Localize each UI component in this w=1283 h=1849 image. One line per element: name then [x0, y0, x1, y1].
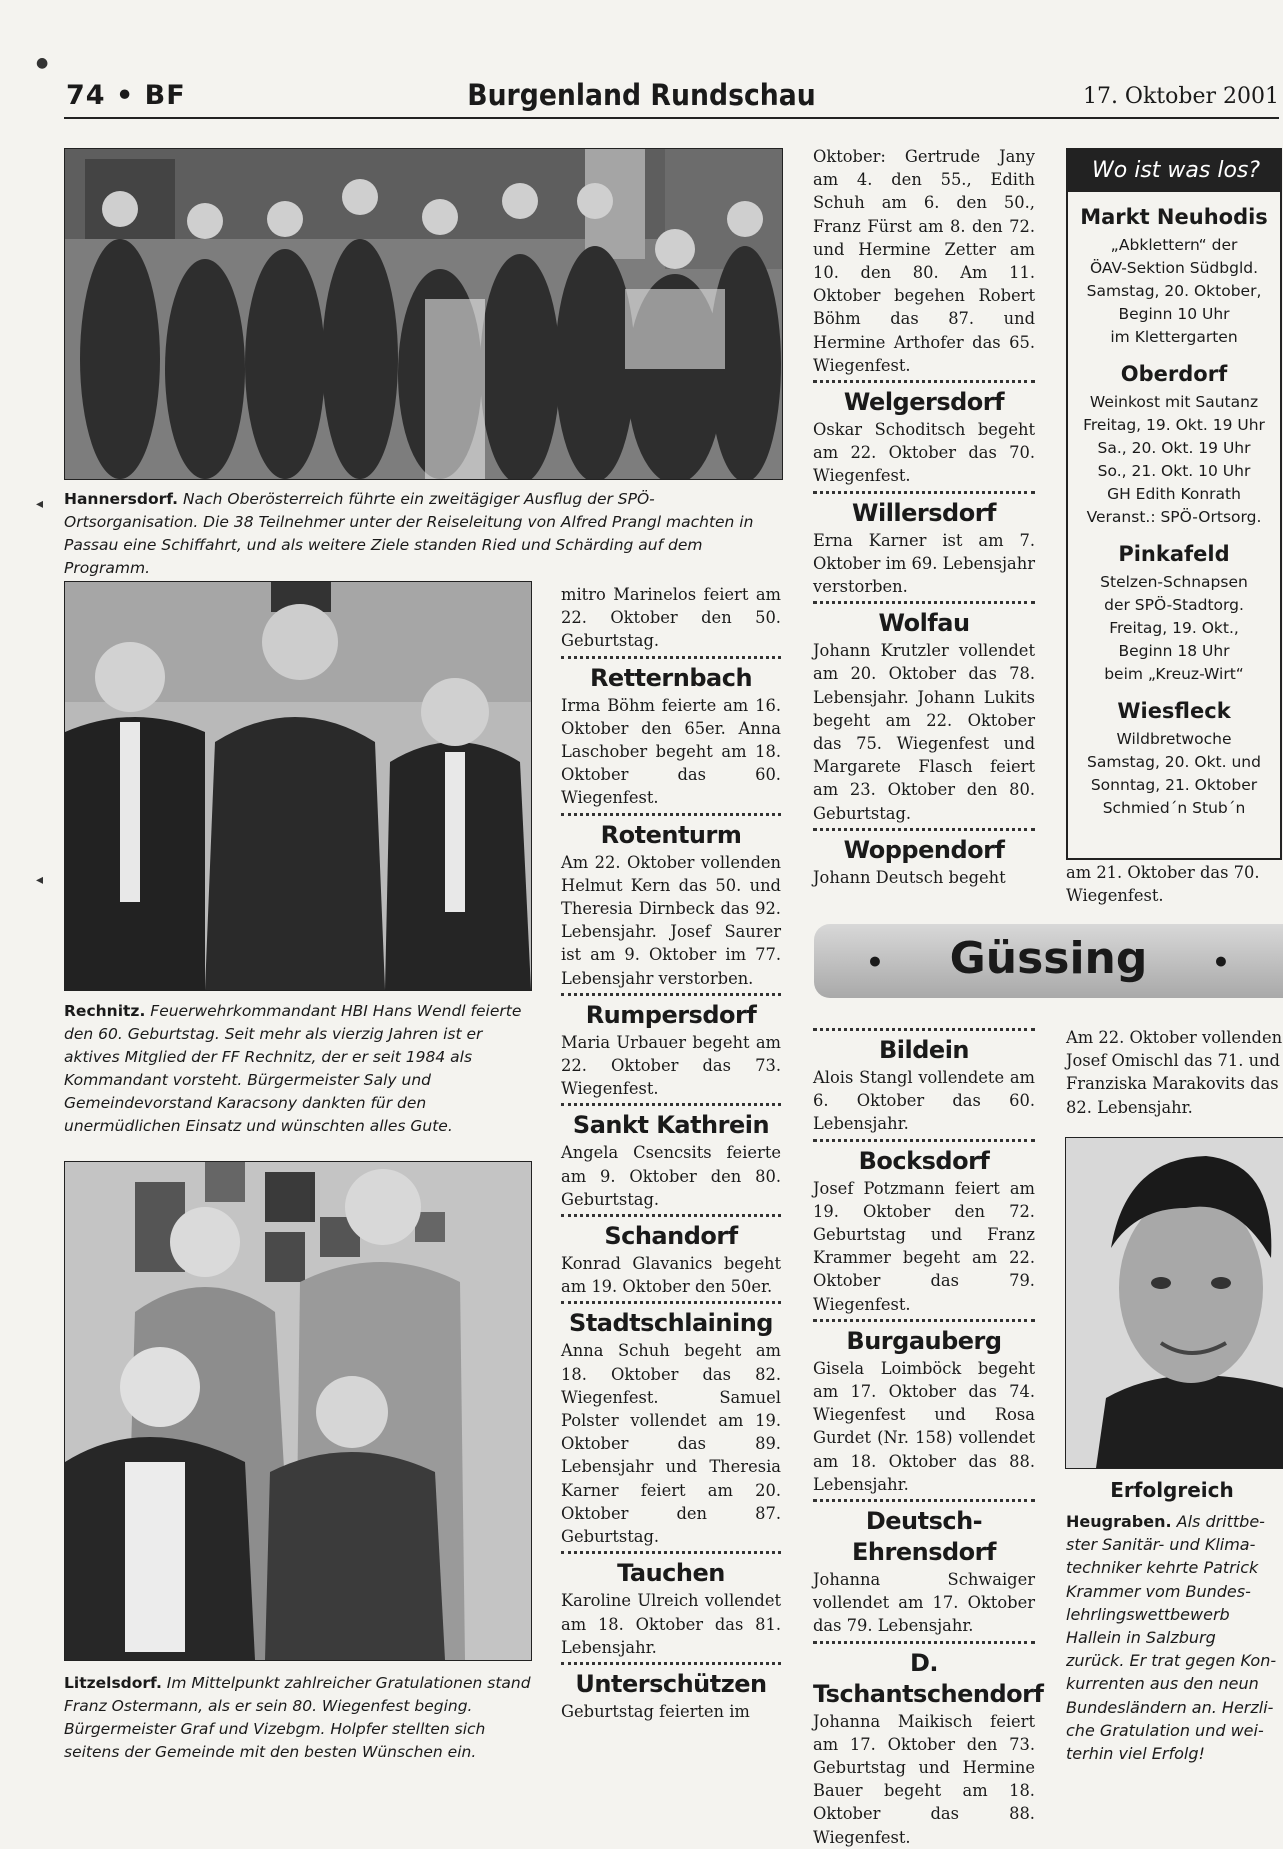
margin-mark: ●	[36, 55, 49, 71]
article-heading: Deutsch-Ehrensdorf	[852, 1507, 996, 1567]
article-heading: Bildein	[878, 1036, 969, 1064]
article-heading: Wolfau	[878, 609, 970, 638]
caption-place: Rechnitz.	[64, 1002, 146, 1020]
article-heading-erfolgreich: Erfolgreich	[1110, 1478, 1234, 1502]
dotted-separator	[813, 380, 1035, 383]
article-heading: Rotenturm	[600, 820, 742, 849]
dotted-separator	[813, 828, 1035, 831]
dotted-separator	[813, 1499, 1035, 1502]
photo-portrait-patrick-krammer	[1065, 1137, 1283, 1469]
event-line: ÖAV-Sektion Südbgld.	[1089, 259, 1259, 277]
article-heading: Tauchen	[617, 1559, 725, 1588]
event-line: Veranst.: SPÖ-Ortsorg.	[1086, 508, 1262, 526]
article-text: Johanna Schwaiger vollendet am 17. Oktober das 79. Lebensjahr.	[813, 1570, 1035, 1636]
photo-hannersdorf-group	[64, 148, 783, 480]
article-text: Erna Karner ist am 7. Oktober im 69. Lebensjahr verstorben.	[813, 530, 1035, 597]
column-c-bottom-text: Am 22. Oktober vollenden Josef Omischl das 71. und Franziska Marakovits das 82. Lebensjahr.	[1066, 1028, 1283, 1117]
article-line: kurrenten aus den neun	[1066, 1674, 1259, 1694]
event-place: Markt Neuhodis	[1080, 205, 1268, 229]
article-line: Bundesländern an. Herzli-	[1066, 1697, 1274, 1717]
event-line: der SPÖ-Stadtorg.	[1104, 596, 1244, 614]
dotted-separator	[561, 1662, 781, 1665]
article-heading: Unterschützen	[575, 1669, 767, 1698]
article-text: Oktober: Gertrude Jany am 4. den 55., Edith Schuh am 6. den 50., Franz Fürst am 8. den 72. und Hermine Zetter am 10. den 80. Am 11. Oktober begehen Robert Böhm das 87. und Hermine Arthofer das 65. Wiegenfest.	[813, 147, 1035, 375]
column-c-continued: am 21. Oktober das 70. Wiegenfest.	[1066, 863, 1260, 906]
event-place: Oberdorf	[1120, 362, 1228, 386]
dotted-separator	[561, 813, 781, 816]
article-text: Johann Deutsch begeht	[813, 867, 1006, 887]
article-text: Karoline Ulreich vollendet am 18. Oktober das 81. Lebensjahr.	[561, 1591, 781, 1657]
event-place: Wiesfleck	[1117, 699, 1231, 723]
article-heading: Retternbach	[589, 663, 753, 692]
dotted-separator	[561, 656, 781, 659]
dotted-separator	[813, 1641, 1035, 1644]
page-number: 74 • BF	[66, 80, 186, 111]
event-line: beim „Kreuz-Wirt“	[1104, 665, 1244, 683]
dotted-separator	[813, 1028, 1035, 1031]
dotted-separator	[813, 601, 1035, 604]
event-line: Beginn 10 Uhr	[1118, 305, 1230, 323]
events-box	[1066, 148, 1282, 860]
event-entry	[1068, 361, 1280, 529]
article-line: lehrlingswettbewerb	[1066, 1604, 1230, 1624]
article-heading: Schandorf	[604, 1222, 738, 1251]
margin-mark: ◂	[36, 496, 44, 512]
article-text: Johann Krutzler vollendet am 20. Oktober das 78. Lebensjahr. Johann Lukits begeht am 22. Oktober das 75. Wiegenfest und Margarete Flasch feiert am 23. Oktober den 80. Geburtstag.	[813, 641, 1035, 823]
article-text: Angela Csencsits feierte am 9. Oktober den 80. Geburtstag.	[561, 1143, 781, 1209]
article-heading: Burgauberg	[846, 1326, 1002, 1355]
article-heading: Sankt Kathrein	[572, 1111, 770, 1140]
article-text: mitro Marinelos feiert am 22. Oktober den 50. Geburtstag.	[561, 585, 781, 651]
article-heading: Bocksdorf	[858, 1146, 990, 1175]
article-text: Am 22. Oktober vollenden Helmut Kern das 50. und Theresia Dirnbeck das 92. Lebensjahr. Josef Saurer ist am 9. Oktober im 77. Lebensjahr verstorben.	[561, 852, 781, 988]
newspaper-title: Burgenland Rundschau	[467, 78, 816, 112]
dotted-separator	[813, 1319, 1035, 1322]
article-line: zurück. Er trat gegen Kon-	[1066, 1651, 1277, 1671]
article-text: Konrad Glavanics begeht am 19. Oktober den 50er.	[561, 1254, 781, 1297]
article-line: Hallein in Salzburg	[1066, 1628, 1216, 1648]
event-line: Beginn 18 Uhr	[1118, 642, 1230, 660]
article-text: Alois Stangl vollendete am 6. Oktober das 60. Lebensjahr.	[813, 1068, 1035, 1134]
dotted-separator	[561, 1214, 781, 1217]
banner-bullet: •	[1212, 946, 1230, 979]
article-text: Geburtstag feierten im	[561, 1701, 750, 1721]
event-line: Weinkost mit Sautanz	[1089, 393, 1259, 411]
event-line: Freitag, 19. Okt.,	[1109, 619, 1239, 637]
caption-text: Nach Oberösterreich führte ein zweitägiger Ausflug der SPÖ-Ortsorganisation. Die 38 Teilnehmer unter der Reiseleitung von Alfred Prangl machten in Passau eine Schiffahrt, und als weitere Ziele standen Ried und Schärding auf dem Programm.	[64, 490, 754, 577]
column-b-bottom	[813, 1025, 1044, 1849]
article-line: che Gratulation und wei-	[1066, 1720, 1264, 1740]
event-entry	[1068, 204, 1280, 349]
article-text: Maria Urbauer begeht am 22. Oktober das 73. Wiegenfest.	[561, 1032, 781, 1099]
caption-place: Litzelsdorf.	[64, 1674, 162, 1692]
dotted-separator	[561, 1301, 781, 1304]
dotted-separator	[561, 1551, 781, 1554]
event-entry	[1068, 541, 1280, 686]
column-b-top	[813, 145, 1035, 889]
caption-litzelsdorf	[64, 1672, 534, 1764]
article-heading: Willersdorf	[852, 498, 996, 527]
event-line: Schmied´n Stub´n	[1102, 799, 1246, 817]
event-line: Sa., 20. Okt. 19 Uhr	[1097, 439, 1251, 457]
dotted-separator	[561, 1103, 781, 1106]
article-line: ster Sanitär- und Klima-	[1066, 1535, 1256, 1555]
event-line: Wildbretwoche	[1116, 730, 1232, 748]
caption-text: Feuerwehrkommandant HBI Hans Wendl feierte den 60. Geburtstag. Seit mehr als vierzig Jahren ist er aktives Mitglied der FF Rechnitz, der er seit 1984 als Kommandant vorsteht. Bürgermeister Saly und Gemeindevorstand Karacsony dankten für den unermüdlichen Einsatz und wünschten alles Gute.	[64, 1002, 522, 1135]
article-heading: Rumpersdorf	[585, 1000, 757, 1029]
article-text: Gisela Loimböck begeht am 17. Oktober das 74. Wiegenfest und Rosa Gurdet (Nr. 158) vollendet am 18. Oktober das 88. Lebensjahr.	[813, 1358, 1035, 1494]
column-a	[561, 583, 781, 1723]
article-erfolgreich	[1066, 1510, 1278, 1765]
event-line: Samstag, 20. Okt. und	[1087, 753, 1261, 771]
dotted-separator	[561, 993, 781, 996]
event-line: im Klettergarten	[1110, 328, 1238, 346]
masthead-rule	[64, 117, 1279, 119]
dotted-separator	[813, 1139, 1035, 1142]
photo-litzelsdorf	[64, 1161, 532, 1661]
margin-mark: ◂	[36, 872, 44, 888]
article-line: terhin viel Erfolg!	[1066, 1744, 1205, 1764]
article-text: Anna Schuh begeht am 18. Oktober das 82. Wiegenfest. Samuel Polster vollendet am 19. Oktober das 89. Lebensjahr und Theresia Karner feiert am 20. Oktober den 87. Geburtstag.	[561, 1341, 781, 1547]
caption-text: Im Mittelpunkt zahlreicher Gratulationen stand Franz Ostermann, als er sein 80. Wiegenfest beging. Bürgermeister Graf und Vizebgm. Holpfer stellten sich seitens der Gemeinde mit den besten Wünschen ein.	[64, 1674, 531, 1761]
article-line: techniker kehrte Patrick	[1066, 1558, 1259, 1578]
events-box-heading: Wo ist was los?	[1068, 150, 1280, 192]
article-heading: D. Tschantschendorf	[813, 1648, 1044, 1708]
article-heading: Stadtschlaining	[569, 1309, 773, 1338]
event-line: Samstag, 20. Oktober,	[1086, 282, 1262, 300]
article-text: Josef Potzmann feiert am 19. Oktober den 72. Geburtstag und Franz Krammer begeht am 22. Oktober das 79. Wiegenfest.	[813, 1178, 1035, 1314]
event-line: „Abklettern“ der	[1110, 236, 1238, 254]
event-entry	[1068, 698, 1280, 820]
article-heading: Welgersdorf	[843, 388, 1005, 417]
event-line: So., 21. Okt. 10 Uhr	[1097, 462, 1251, 480]
section-title-guessing: Güssing	[949, 933, 1148, 984]
event-line: Freitag, 19. Okt. 19 Uhr	[1083, 416, 1265, 434]
event-line: Stelzen-Schnapsen	[1100, 573, 1248, 591]
article-text: Johanna Maikisch feiert am 17. Oktober den 73. Geburtstag und Hermine Bauer begeht am 18. Oktober das 88. Wiegenfest.	[813, 1711, 1035, 1847]
article-text: Irma Böhm feierte am 16. Oktober den 65er. Anna Laschober begeht am 18. Oktober das 60. Wiegenfest.	[561, 695, 781, 808]
issue-date: 17. Oktober 2001	[1082, 84, 1279, 109]
event-line: GH Edith Konrath	[1107, 485, 1241, 503]
article-line: Als drittbe-	[1171, 1512, 1265, 1531]
dotted-separator	[813, 491, 1035, 494]
article-text: Oskar Schoditsch begeht am 22. Oktober das 70. Wiegenfest.	[813, 420, 1035, 486]
banner-bullet: •	[866, 946, 884, 979]
article-place: Heugraben.	[1066, 1512, 1172, 1531]
caption-rechnitz	[64, 1000, 534, 1138]
photo-rechnitz	[64, 581, 532, 991]
caption-hannersdorf	[64, 488, 784, 580]
event-place: Pinkafeld	[1118, 542, 1230, 566]
article-heading: Woppendorf	[843, 835, 1005, 864]
caption-place: Hannersdorf.	[64, 490, 179, 508]
article-line: Krammer vom Bundes-	[1066, 1581, 1251, 1601]
event-line: Sonntag, 21. Oktober	[1090, 776, 1258, 794]
